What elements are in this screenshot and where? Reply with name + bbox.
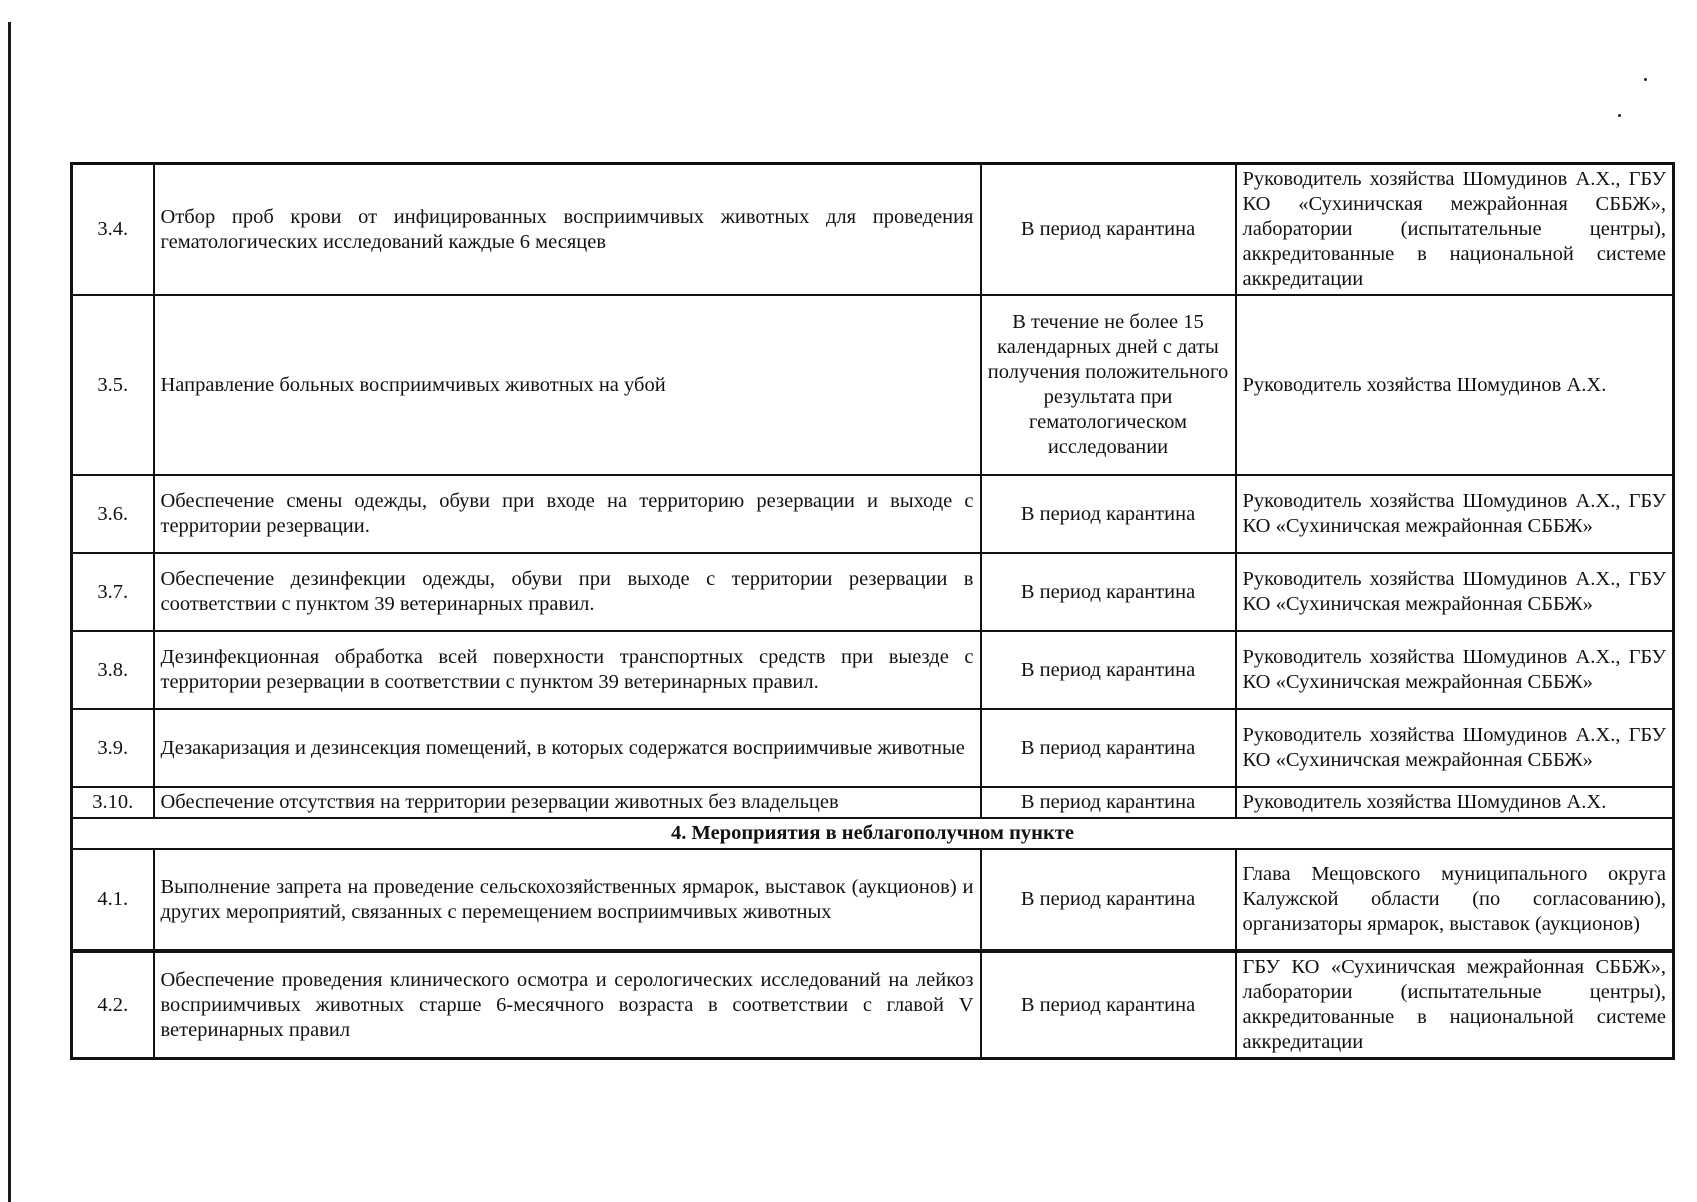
section-header-row: [72, 818, 1674, 849]
task-text: Направление больных восприимчивых животных на убой: [154, 295, 981, 475]
row-number: 3.9.: [72, 709, 154, 787]
responsible-text: Руководитель хозяйства Шомудинов А.Х.: [1236, 787, 1674, 818]
table-row-3-7: [72, 553, 1674, 631]
responsible-text: Глава Мещовского муниципального округа Калужской области (по согласованию), организаторы ярмарок, выставок (аукционов): [1236, 849, 1674, 951]
period-text: В период карантина: [981, 951, 1236, 1059]
responsible-text: Руководитель хозяйства Шомудинов А.Х., ГБУ КО «Сухиничская межрайонная СББЖ»: [1236, 475, 1674, 553]
scan-speck: [1618, 114, 1621, 117]
task-text: Обеспечение отсутствия на территории резервации животных без владельцев: [154, 787, 981, 818]
task-text: Отбор проб крови от инфицированных восприимчивых животных для проведения гематологических исследований каждые 6 месяцев: [154, 164, 981, 296]
period-text: В период карантина: [981, 475, 1236, 553]
responsible-text: Руководитель хозяйства Шомудинов А.Х., ГБУ КО «Сухиничская межрайонная СББЖ»: [1236, 553, 1674, 631]
task-text: Обеспечение проведения клинического осмотра и серологических исследований на лейкоз восприимчивых животных старше 6-месячного возраста в соответствии с главой V ветеринарных правил: [154, 951, 981, 1059]
task-text: Обеспечение дезинфекции одежды, обуви при выходе с территории резервации в соответствии с пунктом 39 ветеринарных правил.: [154, 553, 981, 631]
period-text: В период карантина: [981, 709, 1236, 787]
period-text: В период карантина: [981, 553, 1236, 631]
row-number: 3.5.: [72, 295, 154, 475]
row-number: 3.8.: [72, 631, 154, 709]
row-number: 3.10.: [72, 787, 154, 818]
page-edge-rule: [8, 22, 11, 1202]
table-row-3-5: [72, 295, 1674, 475]
row-number: 4.1.: [72, 849, 154, 951]
row-number: 3.6.: [72, 475, 154, 553]
period-text: В период карантина: [981, 631, 1236, 709]
period-text: В течение не более 15 календарных дней с даты получения положительного результата при гематологическом исследовании: [981, 295, 1236, 475]
scan-speck: [1644, 78, 1647, 81]
responsible-text: ГБУ КО «Сухиничская межрайонная СББЖ», лаборатории (испытательные центры), аккредитованные в национальной системе аккредитации: [1236, 951, 1674, 1059]
row-number: 4.2.: [72, 951, 154, 1059]
period-text: В период карантина: [981, 849, 1236, 951]
task-text: Дезинфекционная обработка всей поверхности транспортных средств при выезде с территории резервации в соответствии с пунктом 39 ветеринарных правил.: [154, 631, 981, 709]
row-number: 3.7.: [72, 553, 154, 631]
period-text: В период карантина: [981, 787, 1236, 818]
table-row-4-1: [72, 849, 1674, 951]
table-row-3-6: [72, 475, 1674, 553]
section-title: 4. Мероприятия в неблагополучном пункте: [72, 818, 1674, 849]
task-text: Обеспечение смены одежды, обуви при входе на территорию резервации и выходе с территории резервации.: [154, 475, 981, 553]
responsible-text: Руководитель хозяйства Шомудинов А.Х., ГБУ КО «Сухиничская межрайонная СББЖ»: [1236, 631, 1674, 709]
row-number: 3.4.: [72, 164, 154, 296]
measures-table: [70, 162, 1675, 1060]
period-text: В период карантина: [981, 164, 1236, 296]
table-row-3-10: [72, 787, 1674, 818]
table-row-3-8: [72, 631, 1674, 709]
table-row-4-2: [72, 951, 1674, 1059]
responsible-text: Руководитель хозяйства Шомудинов А.Х., ГБУ КО «Сухиничская межрайонная СББЖ»: [1236, 709, 1674, 787]
responsible-text: Руководитель хозяйства Шомудинов А.Х.: [1236, 295, 1674, 475]
responsible-text: Руководитель хозяйства Шомудинов А.Х., ГБУ КО «Сухиничская межрайонная СББЖ», лаборатории (испытательные центры), аккредитованные в национальной системе аккредитации: [1236, 164, 1674, 296]
task-text: Дезакаризация и дезинсекция помещений, в которых содержатся восприимчивые животные: [154, 709, 981, 787]
task-text: Выполнение запрета на проведение сельскохозяйственных ярмарок, выставок (аукционов) и других мероприятий, связанных с перемещением восприимчивых животных: [154, 849, 981, 951]
table-row-3-9: [72, 709, 1674, 787]
table-row-3-4: [72, 164, 1674, 296]
